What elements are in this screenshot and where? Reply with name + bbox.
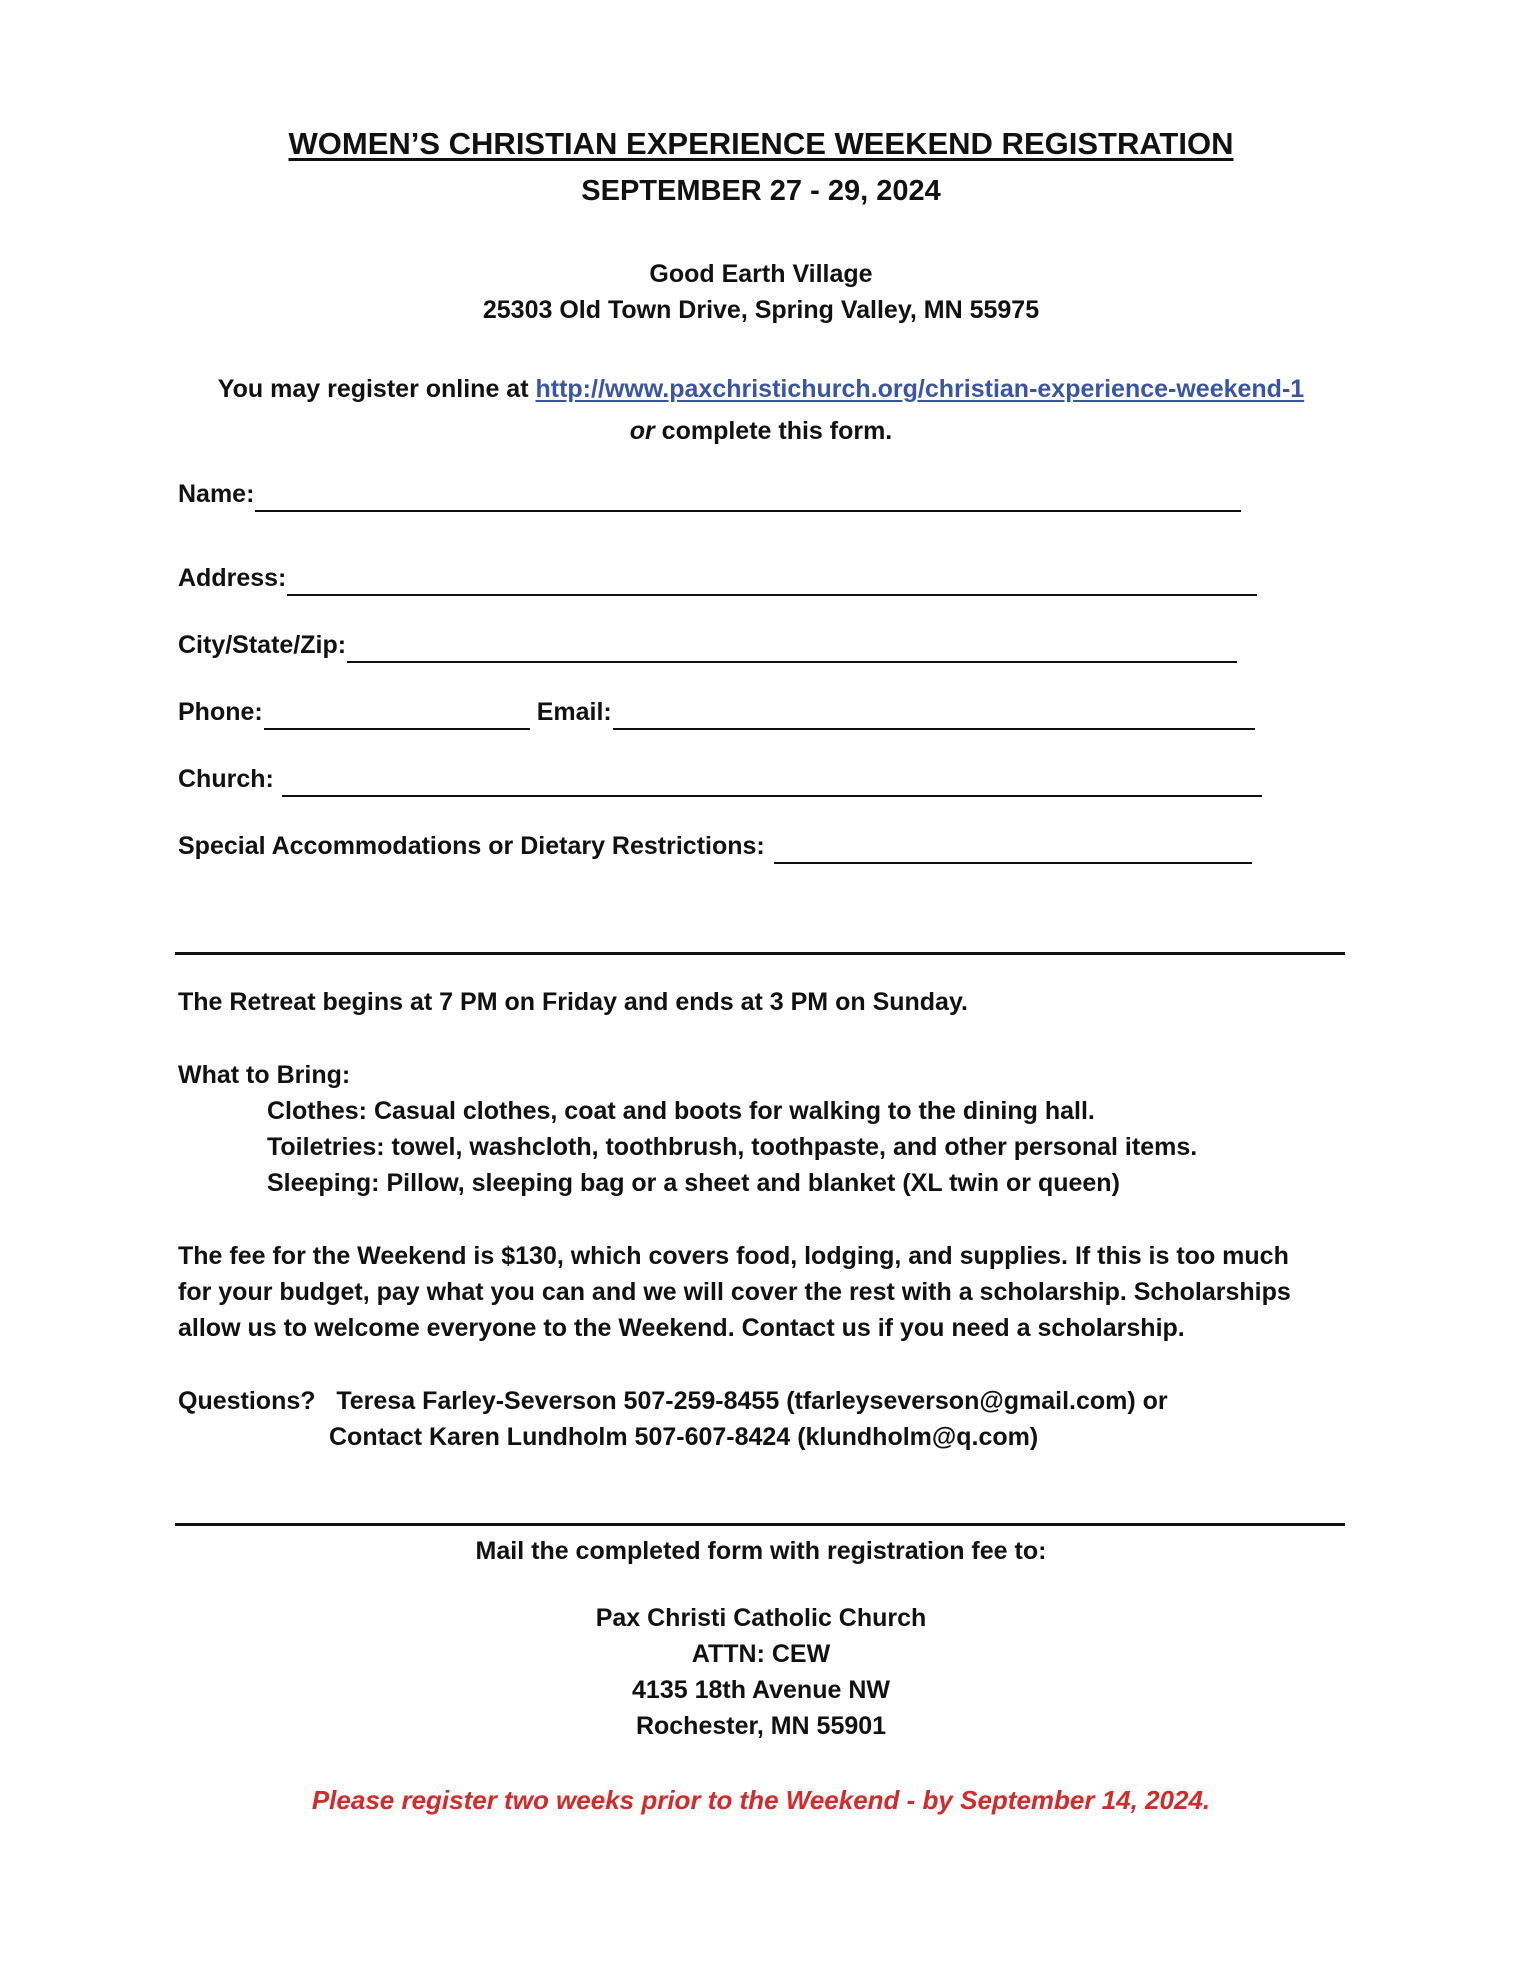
- city-state-zip-field[interactable]: [347, 631, 1237, 663]
- phone-label: Phone:: [178, 698, 263, 726]
- fee-paragraph: [178, 1238, 1291, 1346]
- special-accommodations-row: [178, 830, 1252, 864]
- or-rest: complete this form.: [654, 417, 893, 445]
- church-field[interactable]: [282, 765, 1262, 797]
- fee-line: for your budget, pay what you can and we will cover the rest with a scholarship. Scholarships: [178, 1278, 1291, 1306]
- address-label: Address:: [178, 564, 287, 592]
- name-field-row: [178, 478, 1241, 512]
- what-to-bring-heading: What to Bring:: [178, 1061, 351, 1089]
- bring-item-sleeping: Sleeping: Pillow, sleeping bag or a sheet and blanket (XL twin or queen): [267, 1169, 1120, 1197]
- church-field-row: [178, 763, 1262, 797]
- registration-deadline: Please register two weeks prior to the Weekend - by September 14, 2024.: [311, 1785, 1211, 1815]
- mail-address-line: Rochester, MN 55901: [635, 1712, 887, 1740]
- city-field-row: [178, 629, 1237, 663]
- or-complete-form-line: [0, 417, 1522, 446]
- name-field[interactable]: [255, 480, 1241, 512]
- section-divider: [175, 952, 1345, 955]
- registration-link[interactable]: http://www.paxchristichurch.org/christian-experience-weekend-1: [535, 375, 1305, 403]
- questions-section: [178, 1383, 1168, 1455]
- venue-address: 25303 Old Town Drive, Spring Valley, MN 55975: [482, 296, 1040, 324]
- bring-item-toiletries: Toiletries: towel, washcloth, toothbrush, toothpaste, and other personal items.: [267, 1133, 1198, 1161]
- page-title: WOMEN’S CHRISTIAN EXPERIENCE WEEKEND REGISTRATION: [288, 126, 1234, 161]
- questions-label: Questions?: [178, 1387, 316, 1415]
- online-registration-line: [0, 375, 1522, 404]
- name-label: Name:: [178, 480, 255, 508]
- mail-divider: [175, 1523, 1345, 1526]
- retreat-time: The Retreat begins at 7 PM on Friday and ends at 3 PM on Sunday.: [178, 988, 968, 1016]
- mail-address-line: ATTN: CEW: [691, 1640, 831, 1668]
- phone-field[interactable]: [264, 698, 530, 730]
- address-field[interactable]: [287, 564, 1257, 596]
- fee-line: The fee for the Weekend is $130, which covers food, lodging, and supplies. If this is too much: [178, 1242, 1289, 1270]
- online-prefix: You may register online at: [217, 375, 536, 403]
- phone-email-row: [178, 696, 1255, 730]
- event-dates: SEPTEMBER 27 - 29, 2024: [581, 175, 941, 207]
- mail-address-line: 4135 18th Avenue NW: [632, 1676, 890, 1704]
- contact-teresa: Teresa Farley-Severson 507-259-8455 (tfarleyseverson@gmail.com) or: [336, 1387, 1168, 1415]
- address-field-row: [178, 562, 1257, 596]
- special-accommodations-label: Special Accommodations or Dietary Restrictions:: [178, 832, 765, 860]
- email-field[interactable]: [613, 698, 1255, 730]
- contact-karen: Contact Karen Lundholm 507-607-8424 (klundholm@q.com): [329, 1423, 1039, 1451]
- city-state-zip-label: City/State/Zip:: [178, 631, 347, 659]
- church-label: Church:: [178, 765, 274, 793]
- what-to-bring-section: [178, 1057, 1197, 1201]
- bring-item-clothes: Clothes: Casual clothes, coat and boots for walking to the dining hall.: [267, 1097, 1095, 1125]
- or-word: or: [629, 417, 655, 445]
- questions-line-1: [178, 1383, 1168, 1419]
- mailing-address: [0, 1600, 1522, 1744]
- mail-address-line: Pax Christi Catholic Church: [595, 1604, 927, 1632]
- email-label: Email:: [536, 698, 612, 726]
- fee-line: allow us to welcome everyone to the Weekend. Contact us if you need a scholarship.: [178, 1314, 1185, 1342]
- mail-instruction: Mail the completed form with registration fee to:: [475, 1537, 1047, 1565]
- venue-name: Good Earth Village: [649, 260, 873, 288]
- special-accommodations-field[interactable]: [774, 832, 1252, 864]
